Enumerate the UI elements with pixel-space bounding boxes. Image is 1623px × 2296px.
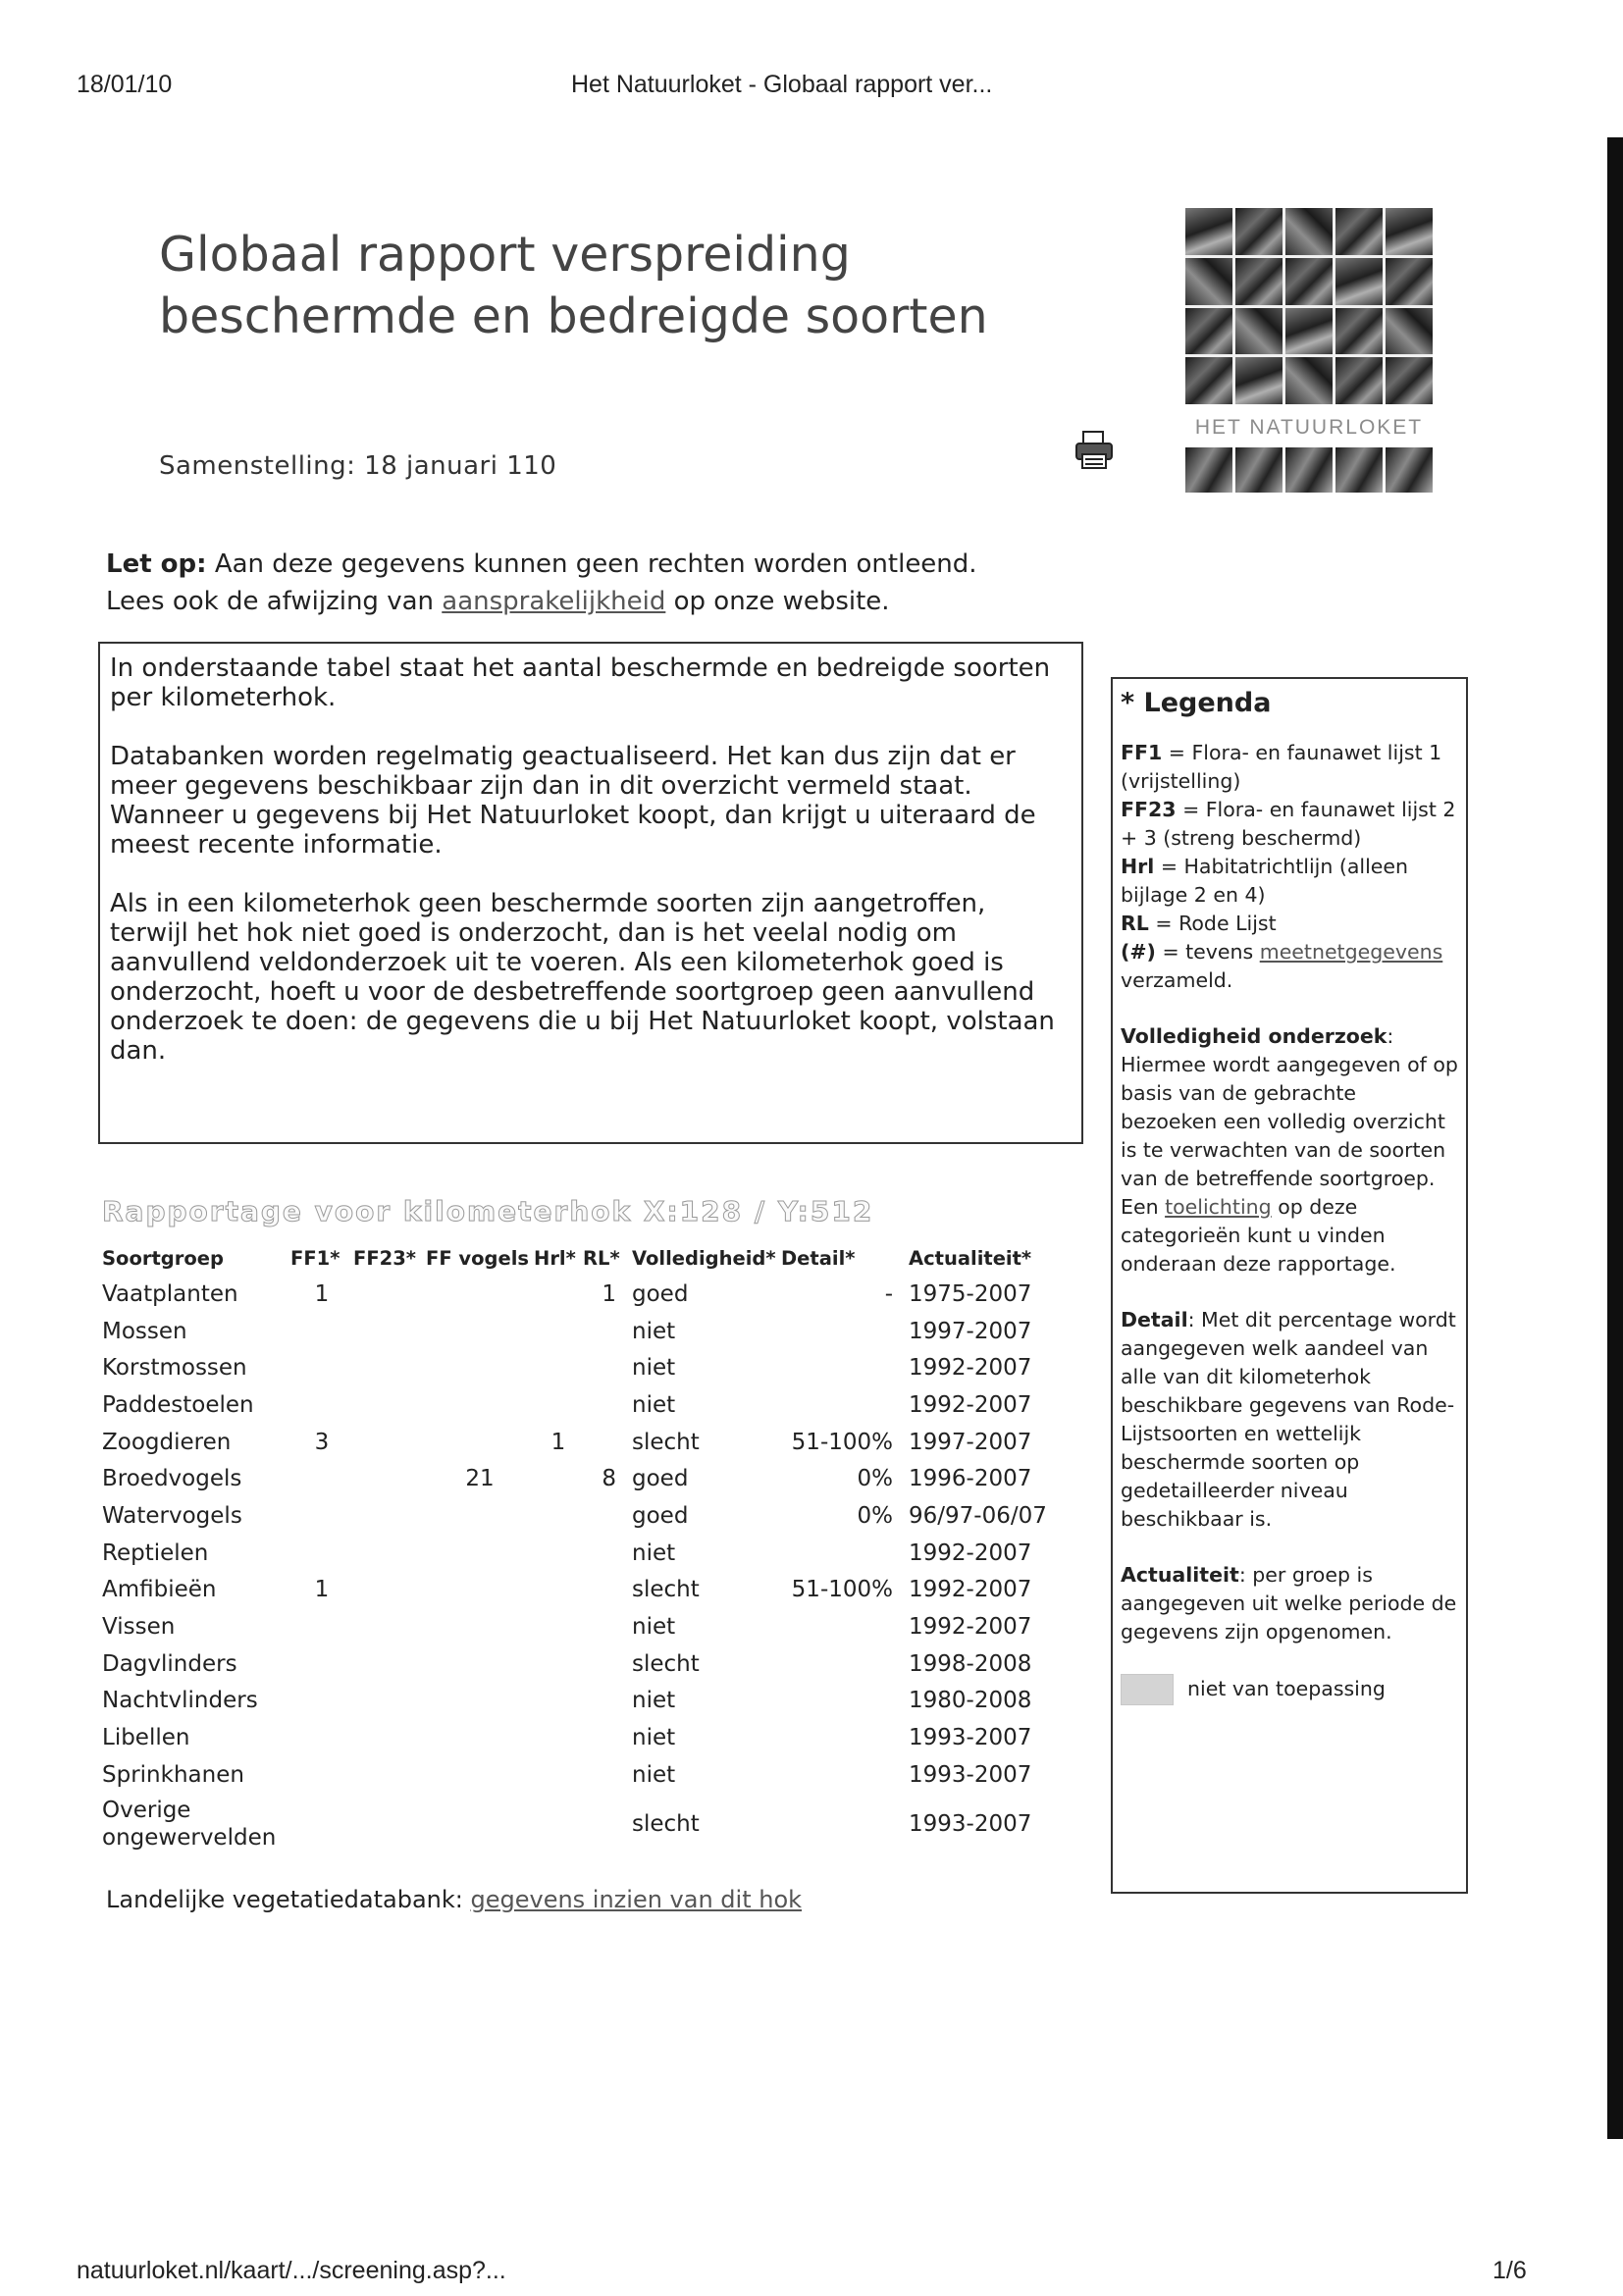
cell-ff23	[353, 1794, 426, 1854]
legend-rl-key: RL	[1121, 912, 1149, 935]
cell-actualiteit: 1992-2007	[909, 1391, 1032, 1418]
info-paragraph-1: In onderstaande tabel staat het aantal beschermde en bedreigde soorten per kilometerhok.	[110, 653, 1051, 712]
printer-icon[interactable]	[1072, 428, 1117, 473]
table-row	[102, 1608, 1056, 1645]
legend-completeness-key: Volledigheid onderzoek	[1121, 1024, 1387, 1048]
cell-ff23	[353, 1719, 426, 1756]
cell-volledigheid: niet	[632, 1391, 676, 1418]
cell-volledigheid: goed	[632, 1502, 689, 1529]
cell-actualiteit: 1992-2007	[909, 1355, 1032, 1382]
cell-ff1	[290, 1349, 353, 1386]
cell-ff-vogels	[426, 1276, 534, 1313]
col-header-soortgroep: Soortgroep	[102, 1246, 224, 1270]
cell-ff1	[290, 1313, 353, 1350]
table-row	[102, 1645, 1056, 1683]
col-header-volledigheid: Volledigheid*	[632, 1246, 776, 1270]
report-heading: Rapportage voor kilometerhok X:128 / Y:512	[102, 1195, 874, 1227]
cell-ff1	[290, 1497, 353, 1535]
col-header-detail: Detail*	[781, 1246, 856, 1270]
cell-ff23	[353, 1386, 426, 1424]
cell-actualiteit: 1993-2007	[909, 1725, 1032, 1751]
cell-volledigheid: goed	[632, 1466, 689, 1492]
cell-rl: 8	[602, 1466, 616, 1492]
cell-detail	[781, 1719, 909, 1756]
cell-detail: 51-100%	[791, 1577, 893, 1603]
table-row	[102, 1683, 1056, 1720]
cell-soortgroep: Amfibieën	[102, 1577, 217, 1603]
col-header-rl: RL*	[583, 1246, 620, 1270]
info-paragraph-3: Als in een kilometerhok geen beschermde soorten zijn aangetroffen, terwijl het hok niet goed is onderzocht, dan is het veelal nodig om aanvullend veldonderzoek uit te voeren. Als een kilometerhok goed is onderzocht, hoeft u voor de desbetreffende soortgroep geen aanvullend onderzoek te doen: de gegevens die u bij Het Natuurloket koopt, volstaan dan.	[110, 889, 1055, 1066]
cell-ff1	[290, 1460, 353, 1497]
cell-hrl	[534, 1683, 583, 1720]
cell-rl	[583, 1645, 632, 1683]
cell-volledigheid: niet	[632, 1355, 676, 1382]
cell-rl	[583, 1497, 632, 1535]
cell-rl	[583, 1683, 632, 1720]
table-row	[102, 1424, 1056, 1461]
cell-soortgroep: Paddestoelen	[102, 1391, 254, 1418]
cell-ff1	[290, 1719, 353, 1756]
cell-ff-vogels	[426, 1497, 534, 1535]
cell-ff-vogels	[426, 1386, 534, 1424]
cell-rl	[583, 1424, 632, 1461]
cell-soortgroep: Zoogdieren	[102, 1429, 232, 1455]
cell-hrl	[534, 1386, 583, 1424]
cell-volledigheid: niet	[632, 1614, 676, 1641]
cell-hrl	[534, 1756, 583, 1794]
disclaimer-line-2-pre: Lees ook de afwijzing van	[106, 587, 443, 616]
cell-hrl	[534, 1535, 583, 1572]
cell-ff23	[353, 1756, 426, 1794]
cell-actualiteit: 1992-2007	[909, 1614, 1032, 1641]
cell-hrl	[534, 1645, 583, 1683]
cell-rl	[583, 1608, 632, 1645]
legend-actuality-text: : per groep is aangegeven uit welke periode de gegevens zijn opgenomen.	[1121, 1563, 1457, 1644]
cell-ff-vogels	[426, 1535, 534, 1572]
disclaimer-line-1: Aan deze gegevens kunnen geen rechten worden ontleend.	[206, 549, 977, 579]
cell-volledigheid: niet	[632, 1761, 676, 1788]
cell-hrl	[534, 1719, 583, 1756]
cell-actualiteit: 1992-2007	[909, 1577, 1032, 1603]
cell-ff-vogels	[426, 1313, 534, 1350]
cell-ff23	[353, 1572, 426, 1609]
vegetation-label: Landelijke vegetatiedatabank:	[106, 1886, 471, 1913]
cell-soortgroep: Dagvlinders	[102, 1650, 237, 1677]
measurement-data-link[interactable]: meetnetgegevens	[1259, 940, 1443, 964]
cell-ff23	[353, 1460, 426, 1497]
cell-rl	[583, 1386, 632, 1424]
cell-ff1: 1	[314, 1577, 330, 1603]
cell-actualiteit: 96/97-06/07	[909, 1502, 1047, 1529]
disclaimer-label: Let op:	[106, 549, 207, 579]
cell-hrl	[534, 1460, 583, 1497]
cell-soortgroep: Korstmossen	[102, 1355, 247, 1382]
cell-hrl	[534, 1349, 583, 1386]
col-header-hrl: Hrl*	[534, 1246, 576, 1270]
cell-rl: 1	[602, 1280, 616, 1307]
cell-hrl	[534, 1608, 583, 1645]
page-title	[159, 224, 1072, 347]
print-page-number: 1/6	[1492, 2257, 1527, 2284]
col-header-actualiteit: Actualiteit*	[909, 1246, 1032, 1270]
table-row	[102, 1572, 1056, 1609]
cell-hrl	[534, 1313, 583, 1350]
cell-actualiteit: 1993-2007	[909, 1761, 1032, 1788]
cell-actualiteit: 1975-2007	[909, 1280, 1032, 1307]
species-table	[102, 1240, 1056, 1854]
cell-soortgroep: Overige ongewervelden	[102, 1797, 277, 1851]
legend-not-applicable	[1121, 1674, 1458, 1705]
cell-volledigheid: slecht	[632, 1650, 700, 1677]
not-applicable-swatch	[1121, 1674, 1174, 1705]
legend-ff23-key: FF23	[1121, 798, 1177, 821]
cell-detail	[781, 1683, 909, 1720]
legend-hash-text: = tevens	[1155, 940, 1260, 964]
cell-ff23	[353, 1349, 426, 1386]
cell-volledigheid: niet	[632, 1688, 676, 1714]
disclaimer-line-2-post: op onze website.	[665, 587, 890, 616]
cell-actualiteit: 1996-2007	[909, 1466, 1032, 1492]
legend-completeness-text-2: op deze categorieën kunt u vinden onderaan deze rapportage.	[1121, 1195, 1396, 1276]
cell-volledigheid: slecht	[632, 1810, 700, 1837]
logo-image	[1185, 208, 1433, 404]
legend-hash-key: (#)	[1121, 940, 1156, 964]
col-header-ff-vogels: FF vogels	[426, 1246, 530, 1270]
cell-ff1: 3	[314, 1429, 330, 1455]
cell-soortgroep: Nachtvlinders	[102, 1688, 258, 1714]
cell-ff-vogels	[426, 1424, 534, 1461]
legend-detail	[1121, 1306, 1458, 1534]
legend-ff1-text: = Flora- en faunawet lijst 1 (vrijstelling)	[1121, 741, 1442, 793]
cell-soortgroep: Watervogels	[102, 1502, 242, 1529]
cell-detail	[781, 1756, 909, 1794]
legend-title: * Legenda	[1121, 688, 1272, 718]
logo-strip	[1185, 447, 1433, 493]
cell-soortgroep: Broedvogels	[102, 1466, 242, 1492]
cell-detail	[781, 1608, 909, 1645]
print-page-title: Het Natuurloket - Globaal rapport ver...	[571, 71, 993, 98]
cell-ff1	[290, 1645, 353, 1683]
cell-volledigheid: goed	[632, 1280, 689, 1307]
cell-rl	[583, 1794, 632, 1854]
table-row	[102, 1460, 1056, 1497]
cell-ff-vogels	[426, 1794, 534, 1854]
cell-detail	[781, 1313, 909, 1350]
cell-ff-vogels	[426, 1608, 534, 1645]
cell-ff1	[290, 1535, 353, 1572]
cell-ff1	[290, 1386, 353, 1424]
cell-actualiteit: 1992-2007	[909, 1539, 1032, 1566]
col-header-ff23: FF23*	[353, 1246, 416, 1270]
cell-volledigheid: niet	[632, 1539, 676, 1566]
table-row	[102, 1535, 1056, 1572]
table-row	[102, 1719, 1056, 1756]
cell-actualiteit: 1980-2008	[909, 1688, 1032, 1714]
cell-volledigheid: slecht	[632, 1577, 700, 1603]
cell-rl	[583, 1535, 632, 1572]
cell-ff-vogels: 21	[465, 1466, 495, 1492]
natuurloket-logo[interactable]	[1185, 208, 1433, 504]
table-row	[102, 1276, 1056, 1313]
legend-ff23-text: = Flora- en faunawet lijst 2 + 3 (streng beschermd)	[1121, 798, 1456, 850]
cell-ff-vogels	[426, 1645, 534, 1683]
compiled-date: Samenstelling: 18 januari 110	[159, 451, 557, 481]
cell-soortgroep: Vaatplanten	[102, 1280, 238, 1307]
cell-hrl: 1	[550, 1429, 566, 1455]
table-row	[102, 1756, 1056, 1794]
vegetation-data-link[interactable]: gegevens inzien van dit hok	[470, 1886, 803, 1913]
cell-soortgroep: Sprinkhanen	[102, 1761, 244, 1788]
legend-detail-key: Detail	[1121, 1308, 1188, 1331]
cell-rl	[583, 1349, 632, 1386]
cell-detail	[781, 1386, 909, 1424]
cell-detail	[781, 1535, 909, 1572]
vegetation-line	[106, 1886, 802, 1913]
cell-ff23	[353, 1608, 426, 1645]
cell-detail	[781, 1645, 909, 1683]
cell-actualiteit: 1993-2007	[909, 1810, 1032, 1837]
info-paragraph-2: Databanken worden regelmatig geactualiseerd. Het kan dus zijn dat er meer gegevens beschikbaar zijn dan in dit overzicht vermeld staat. Wanneer u gegevens bij Het Natuurloket koopt, dan krijgt u uiteraard de meest recente informatie.	[110, 742, 1036, 860]
cell-ff1	[290, 1794, 353, 1854]
cell-actualiteit: 1998-2008	[909, 1650, 1032, 1677]
col-header-ff1: FF1*	[290, 1246, 340, 1270]
cell-ff1	[290, 1683, 353, 1720]
legend-actuality	[1121, 1561, 1458, 1646]
cell-ff-vogels	[426, 1719, 534, 1756]
legend-hrl-key: Hrl	[1121, 855, 1155, 878]
title-line-2: beschermde en bedreigde soorten	[159, 288, 988, 344]
cell-ff1: 1	[314, 1280, 330, 1307]
cell-ff-vogels	[426, 1349, 534, 1386]
cell-volledigheid: niet	[632, 1725, 676, 1751]
cell-ff23	[353, 1645, 426, 1683]
cell-actualiteit: 1997-2007	[909, 1318, 1032, 1344]
cell-rl	[583, 1719, 632, 1756]
cell-ff23	[353, 1276, 426, 1313]
cell-ff23	[353, 1497, 426, 1535]
legend-rl-text: = Rode Lijst	[1148, 912, 1277, 935]
legend-detail-text: : Met dit percentage wordt aangegeven welk aandeel van alle van dit kilometerhok beschikbare gegevens van Rode-Lijstsoorten en wettelijk beschermde soorten op gedetailleerder niveau beschikbaar is.	[1121, 1308, 1456, 1531]
cell-rl	[583, 1572, 632, 1609]
cell-detail: 0%	[857, 1466, 893, 1492]
title-line-1: Globaal rapport verspreiding	[159, 227, 851, 283]
not-applicable-text: niet van toepassing	[1187, 1677, 1386, 1700]
table-body	[102, 1276, 1056, 1854]
cell-rl	[583, 1313, 632, 1350]
table-header-row	[102, 1240, 1056, 1276]
cell-ff1	[290, 1756, 353, 1794]
cell-hrl	[534, 1794, 583, 1854]
cell-soortgroep: Libellen	[102, 1725, 190, 1751]
table-row	[102, 1497, 1056, 1535]
cell-detail: 0%	[857, 1502, 893, 1529]
legend-box	[1111, 677, 1468, 1894]
legend-actuality-key: Actualiteit	[1121, 1563, 1239, 1587]
legend-ff1-key: FF1	[1121, 741, 1163, 764]
cell-rl	[583, 1756, 632, 1794]
liability-link[interactable]: aansprakelijkheid	[442, 587, 666, 616]
table-row	[102, 1794, 1056, 1854]
cell-ff23	[353, 1535, 426, 1572]
table-row	[102, 1313, 1056, 1350]
cell-ff23	[353, 1313, 426, 1350]
cell-ff23	[353, 1683, 426, 1720]
cell-ff-vogels	[426, 1572, 534, 1609]
cell-soortgroep: Mossen	[102, 1318, 187, 1344]
cell-detail	[781, 1794, 909, 1854]
cell-detail: 51-100%	[791, 1429, 893, 1455]
cell-ff-vogels	[426, 1683, 534, 1720]
scan-edge	[1607, 137, 1623, 2139]
disclaimer	[106, 546, 1087, 620]
cell-hrl	[534, 1572, 583, 1609]
cell-ff-vogels	[426, 1756, 534, 1794]
cell-soortgroep: Vissen	[102, 1614, 176, 1641]
cell-ff23	[353, 1424, 426, 1461]
cell-hrl	[534, 1276, 583, 1313]
print-date: 18/01/10	[77, 71, 173, 98]
table-row	[102, 1386, 1056, 1424]
legend-completeness-text: : Hiermee wordt aangegeven of op basis van de gebrachte bezoeken een volledig overzicht is te verwachten van de soorten van de betreffende soortgroep. Een	[1121, 1024, 1458, 1219]
table-row	[102, 1349, 1056, 1386]
print-url: natuurloket.nl/kaart/.../screening.asp?...	[77, 2257, 506, 2284]
legend-completeness	[1121, 1022, 1458, 1278]
cell-detail: -	[884, 1280, 893, 1307]
legend-hrl-text: = Habitatrichtlijn (alleen bijlage 2 en 4)	[1121, 855, 1409, 907]
legend-hash-text-2: verzameld.	[1121, 968, 1233, 992]
cell-soortgroep: Reptielen	[102, 1539, 209, 1566]
info-box	[98, 642, 1083, 1144]
logo-text: HET NATUURLOKET	[1194, 416, 1424, 439]
cell-detail	[781, 1349, 909, 1386]
legend-codes	[1121, 739, 1458, 995]
cell-volledigheid: niet	[632, 1318, 676, 1344]
cell-ff1	[290, 1608, 353, 1645]
explanation-link[interactable]: toelichting	[1165, 1195, 1272, 1219]
cell-hrl	[534, 1497, 583, 1535]
cell-volledigheid: slecht	[632, 1429, 700, 1455]
cell-actualiteit: 1997-2007	[909, 1429, 1032, 1455]
